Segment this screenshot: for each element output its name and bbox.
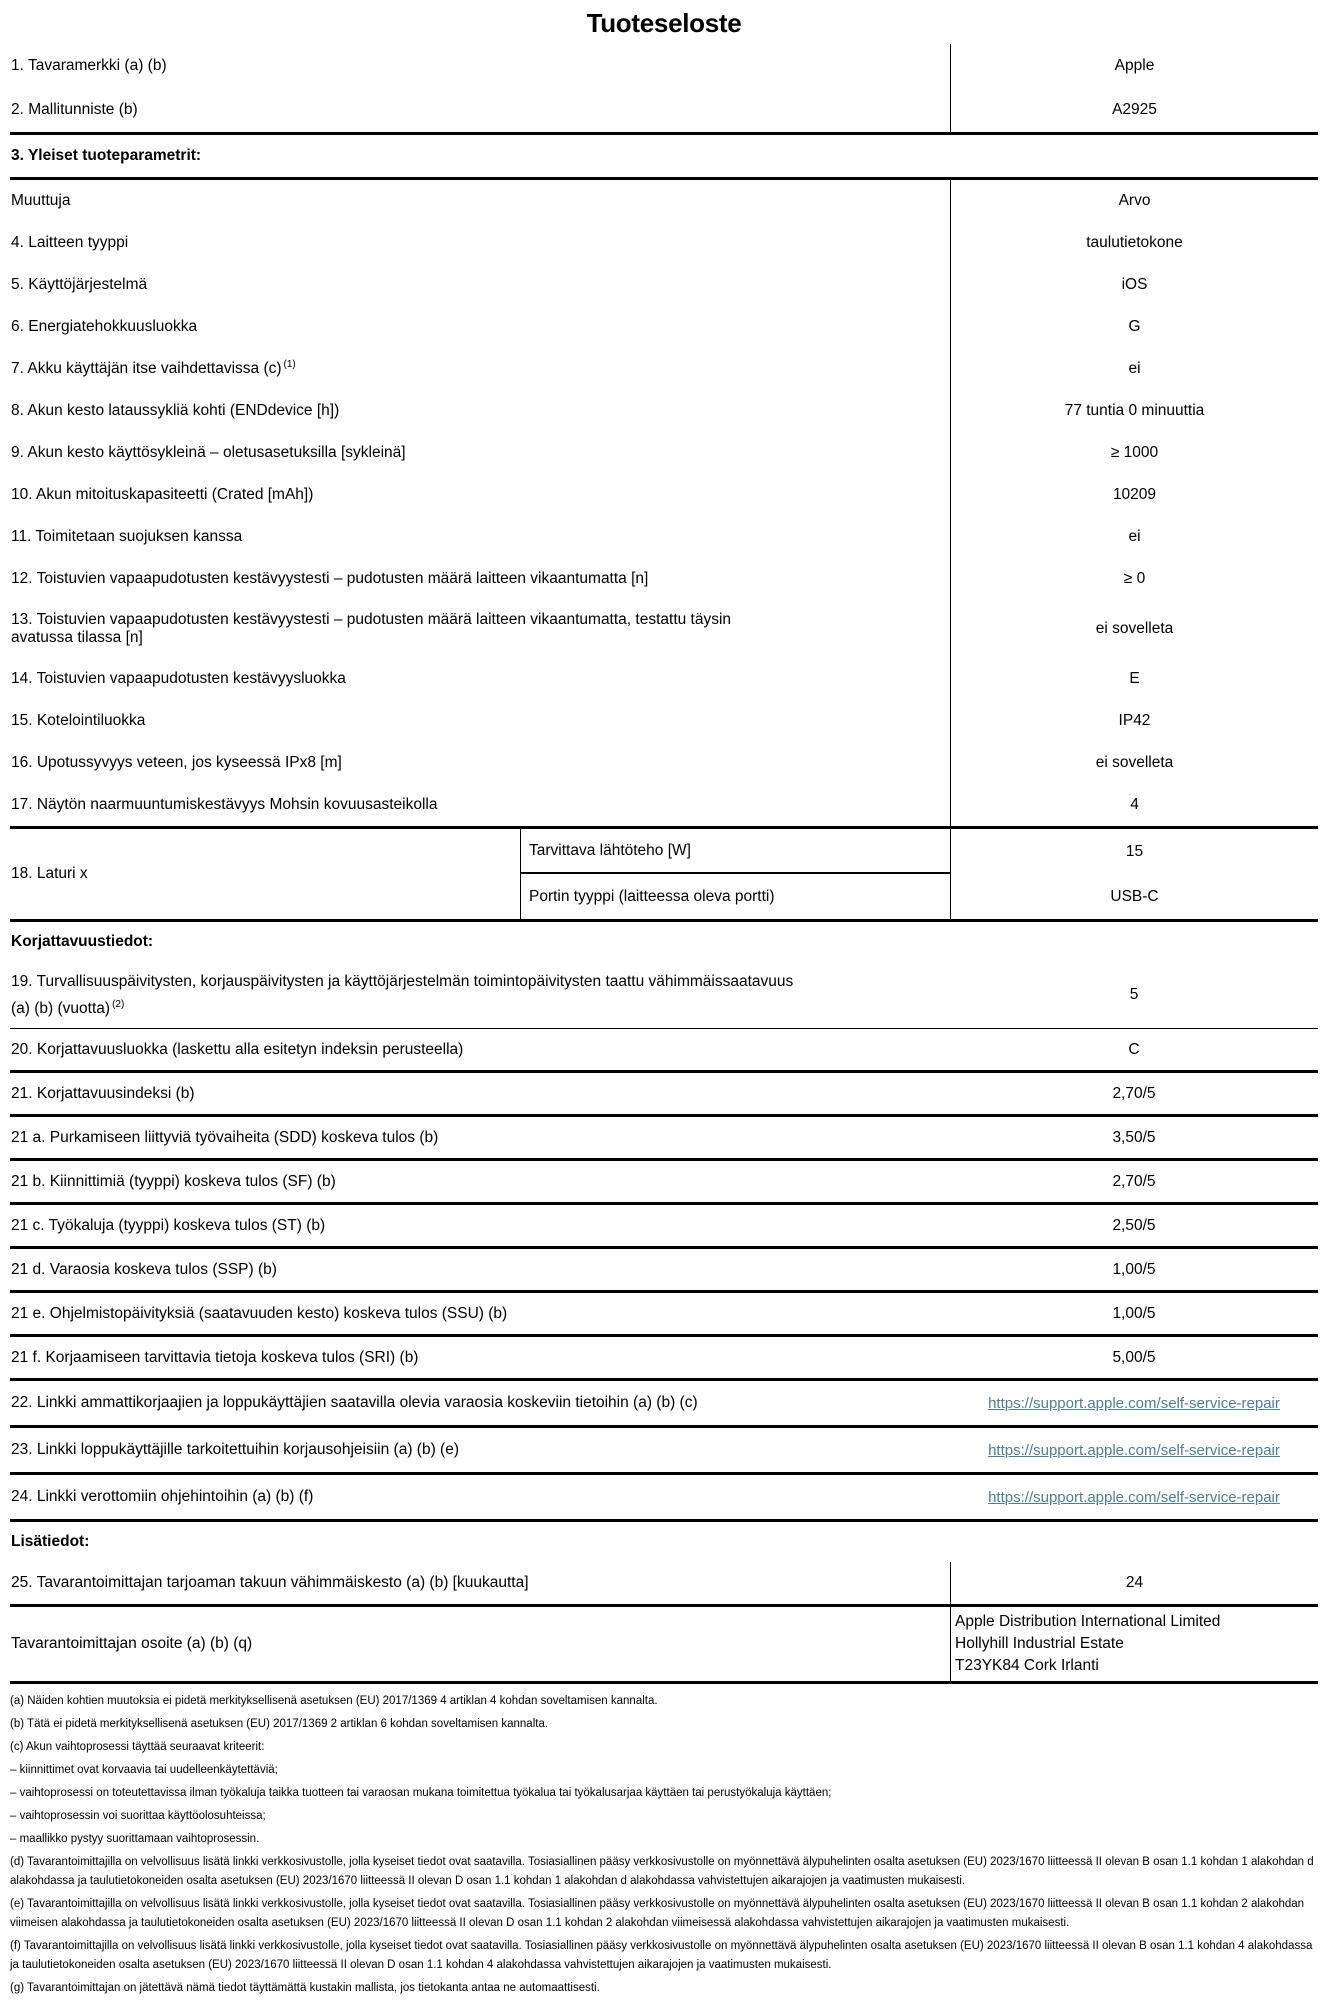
row-value: G — [950, 306, 1318, 348]
table-row — [10, 306, 1318, 348]
footnote: – vaihtoprosessin voi suorittaa käyttöolosuhteissa; — [10, 1810, 266, 1822]
page-title: Tuoteseloste — [586, 8, 742, 38]
row-value: ei — [950, 348, 1318, 390]
table-row — [10, 600, 1318, 658]
row-value: 5,00/5 — [1112, 1348, 1156, 1366]
charger-sub-value: 15 — [950, 829, 1318, 874]
table-row — [10, 742, 1318, 784]
address-line: Hollyhill Industrial Estate — [955, 1635, 1124, 1652]
footnote: (e) Tavarantoimittajilla on velvollisuus lisätä linkki verkkosivustolle, jolla kyseiset tiedot ovat saatavilla. Tosiasiallinen pääsy verkkosivustolle on myönnettävä älypuhelinten osalta asetuksen (EU) 2023/1670 liitteessä II olevan B osan 1.1 kohdan 2 alakohdan viimeisen alakohdassa ja taulutietokoneiden osalta asetuksen (EU) 2023/1670 liitteessä II olevan D osan 1.1 kohdan 2 alakohdan viimeisessä alakohdassa vahvistettujen aikarajojen ja vaatimusten mukaisesti. — [10, 1898, 1305, 1929]
table-row — [10, 700, 1318, 742]
footnote-ref-2: (2) — [112, 998, 125, 1010]
table-row — [10, 1161, 1318, 1205]
table-row — [10, 222, 1318, 264]
charger-sub-label: Tarvittava lähtöteho [W] — [520, 829, 950, 874]
section-heading-additional-info: Lisätiedot: — [11, 1533, 90, 1550]
row-label: 9. Akun kesto käyttösykleinä – oletusasetuksilla [sykleinä] — [11, 444, 406, 461]
row-label: 8. Akun kesto lataussykliä kohti (ENDdevice [h]) — [11, 402, 340, 419]
row-value — [950, 1475, 1318, 1519]
table-row — [10, 1117, 1318, 1161]
row-value: taulutietokone — [950, 222, 1318, 264]
table-row — [10, 558, 1318, 600]
row-label: 21. Korjattavuusindeksi (b) — [11, 1084, 195, 1102]
general-parameters-section — [10, 180, 1318, 829]
row-value: 1,00/5 — [1112, 1260, 1156, 1278]
row-label: 23. Linkki loppukäyttäjille tarkoitettuihin korjausohjeisiin (a) (b) (e) — [11, 1441, 459, 1458]
row-label: 12. Toistuvien vapaapudotusten kestävyystesti – pudotusten määrä laitteen vikaantumatta [n] — [11, 570, 649, 587]
section-heading-repairability: Korjattavuustiedot: — [11, 933, 154, 950]
table-row — [10, 264, 1318, 306]
row-value: 10209 — [950, 474, 1318, 516]
row-label: 21 a. Purkamiseen liittyviä työvaiheita (SDD) koskeva tulos (b) — [11, 1128, 439, 1146]
row-label: 11. Toimitetaan suojuksen kanssa — [11, 528, 243, 545]
supplier-address — [950, 1607, 1318, 1681]
row-label: 1. Tavaramerkki (a) (b) — [11, 57, 167, 74]
row-value: 3,50/5 — [1112, 1128, 1156, 1146]
row-label: 5. Käyttöjärjestelmä — [11, 276, 148, 293]
identification-section — [10, 44, 1318, 135]
table-row — [10, 1029, 1318, 1073]
row-label: 13. Toistuvien vapaapudotusten kestävyystesti – pudotusten määrä laitteen vikaantumatta, testattu täysin avatussa tilassa [n] — [11, 611, 732, 646]
table-row — [10, 1073, 1318, 1117]
row-label: 16. Upotussyvyys veteen, jos kyseessä IPx8 [m] — [11, 754, 342, 771]
row-label: 6. Energiatehokkuusluokka — [11, 318, 198, 335]
table-row — [10, 1249, 1318, 1293]
section-heading-general-parameters: 3. Yleiset tuoteparametrit: — [10, 135, 1318, 180]
row-label: 18. Laturi x — [11, 865, 88, 882]
table-row — [10, 474, 1318, 516]
footnote: (d) Tavarantoimittajilla on velvollisuus lisätä linkki verkkosivustolle, jolla kyseiset tiedot ovat saatavilla. Tosiasiallinen pääsy verkkosivustolle on myönnettävä älypuhelinten osalta asetuksen (EU) 2023/1670 liitteessä II olevan B osan 1.1 kohdan 1 alakohdan d alakohdassa ja taulutietokoneiden osalta asetuksen (EU) 2023/1670 liitteessä II olevan D osan 1.1 kohdan 1 alakohdan d alakohdassa vahvistettujen aikarajojen ja vaatimusten mukaisesti. — [10, 1856, 1314, 1887]
footnote: (g) Tavarantoimittajan on jätettävä nämä tiedot täyttämättä kustakin mallista, jos tietokanta antaa ne automaattisesti. — [10, 1982, 600, 1994]
footnote: – maallikko pystyy suorittamaan vaihtoprosessin. — [10, 1833, 260, 1845]
table-row — [10, 1381, 1318, 1428]
row-value: A2925 — [950, 88, 1318, 132]
column-header-value: Arvo — [950, 180, 1318, 222]
table-row — [10, 1562, 1318, 1607]
footnote: (a) Näiden kohtien muutoksia ei pidetä merkityksellisenä asetuksen (EU) 2017/1369 4 artiklan 4 kohdan soveltamisen kannalta. — [10, 1695, 658, 1707]
row-label: 19. Turvallisuuspäivitysten, korjauspäivitysten ja käyttöjärjestelmän toimintopäivitysten taattu vähimmäissaatavuus (a) (b) (vuotta) $^{(2)}$ — [11, 973, 794, 1017]
supplier-address-row — [10, 1607, 1318, 1684]
row-label: 10. Akun mitoituskapasiteetti (Crated [mAh]) — [11, 486, 314, 503]
row-label: 21 b. Kiinnittimiä (tyyppi) koskeva tulos (SF) (b) — [11, 1172, 336, 1190]
row-label: 2. Mallitunniste (b) — [11, 101, 138, 118]
footnote: (b) Tätä ei pidetä merkityksellisenä asetuksen (EU) 2017/1369 2 artiklan 6 kohdan soveltamisen kannalta. — [10, 1718, 549, 1730]
row-label: 21 e. Ohjelmistopäivityksiä (saatavuuden kesto) koskeva tulos (SSU) (b) — [11, 1304, 508, 1322]
footnote: (f) Tavarantoimittajilla on velvollisuus lisätä linkki verkkosivustolle, jolla kyseiset tiedot ovat saatavilla. Tosiasiallinen pääsy verkkosivustolle on myönnettävä älypuhelinten osalta asetuksen (EU) 2023/1670 liitteessä II olevan B osan 1.1 kohdan 4 alakohdassa ja taulutietokoneiden osalta asetuksen (EU) 2023/1670 liitteessä II olevan D osan 1.1 kohdan 4 alakohdassa vahvistettujen aikarajojen ja vaatimusten mukaisesti. — [10, 1940, 1313, 1971]
row-value: 1,00/5 — [1112, 1304, 1156, 1322]
row-value — [950, 1428, 1318, 1472]
footnote: – vaihtoprosessi on toteutettavissa ilman työkaluja taikka tuotteen tai varaosan mukana toimitettua työkalua tai työkalusarjaa käyttäen tai perustyökaluja käyttäen; — [10, 1787, 832, 1799]
row-label: 24. Linkki verottomiin ohjehintoihin (a) (b) (f) — [11, 1488, 314, 1505]
row-value: ei — [950, 516, 1318, 558]
row-label: 14. Toistuvien vapaapudotusten kestävyysluokka — [11, 670, 346, 687]
charger-sub-label: Portin tyyppi (laitteessa oleva portti) — [520, 874, 950, 919]
row-label: 20. Korjattavuusluokka (laskettu alla esitetyn indeksin perusteella) — [11, 1040, 464, 1058]
row-value: 77 tuntia 0 minuuttia — [950, 390, 1318, 432]
row-value: C — [1128, 1040, 1140, 1058]
row-label: 21 d. Varaosia koskeva tulos (SSP) (b) — [11, 1260, 277, 1278]
row-label: 25. Tavarantoimittajan tarjoaman takuun vähimmäiskesto (a) (b) [kuukautta] — [11, 1574, 529, 1591]
table-row — [10, 516, 1318, 558]
table-row — [10, 390, 1318, 432]
row-value: ≥ 1000 — [950, 432, 1318, 474]
row-value: E — [950, 658, 1318, 700]
table-row — [10, 962, 1318, 1029]
row-value — [950, 1381, 1318, 1425]
row-value: 4 — [950, 784, 1318, 826]
table-row — [10, 1337, 1318, 1381]
footnote: – kiinnittimet ovat korvaavia tai uudelleenkäytettäviä; — [10, 1764, 278, 1776]
row-value: ≥ 0 — [950, 558, 1318, 600]
row-value: 2,50/5 — [1112, 1216, 1156, 1234]
table-row — [10, 348, 1318, 390]
row-value: IP42 — [950, 700, 1318, 742]
table-row — [10, 1293, 1318, 1337]
address-line: Apple Distribution International Limited — [955, 1613, 1221, 1630]
row-label: Tavarantoimittajan osoite (a) (b) (q) — [11, 1635, 253, 1652]
table-row — [10, 44, 1318, 88]
table-row — [10, 658, 1318, 700]
row-value: 2,70/5 — [1112, 1172, 1156, 1190]
row-label: 21 f. Korjaamiseen tarvittavia tietoja koskeva tulos (SRI) (b) — [11, 1348, 419, 1366]
footnotes-section — [10, 1684, 1318, 1998]
row-label: 15. Kotelointiluokka — [11, 712, 146, 729]
row-value: ei sovelleta — [950, 742, 1318, 784]
row-value: iOS — [950, 264, 1318, 306]
column-header-variable: Muuttuja — [11, 192, 71, 209]
row-label: 17. Näytön naarmuuntumiskestävyys Mohsin kovuusasteikolla — [11, 796, 438, 813]
footnote-ref-1: (1) — [283, 358, 296, 370]
repair-instructions-link[interactable]: https://support.apple.com/self-service-repair — [988, 1441, 1280, 1459]
row-label: 4. Laitteen tyyppi — [11, 234, 129, 251]
table-row — [10, 1205, 1318, 1249]
charger-row — [10, 829, 1318, 922]
spare-parts-link[interactable]: https://support.apple.com/self-service-repair — [988, 1394, 1280, 1412]
table-row — [10, 432, 1318, 474]
row-value: 5 — [1129, 986, 1139, 1003]
charger-sub-value: USB-C — [950, 874, 1318, 919]
table-row — [10, 784, 1318, 826]
price-guide-link[interactable]: https://support.apple.com/self-service-repair — [988, 1488, 1280, 1506]
table-row — [10, 1475, 1318, 1522]
row-label: 21 c. Työkaluja (tyyppi) koskeva tulos (ST) (b) — [11, 1216, 326, 1234]
row-label: 7. Akku käyttäjän itse vaihdettavissa (c) $^{(1)}$ — [11, 358, 296, 377]
row-value: Apple — [950, 44, 1318, 88]
footnote: (c) Akun vaihtoprosessi täyttää seuraavat kriteerit: — [10, 1741, 265, 1753]
table-row — [10, 1428, 1318, 1475]
row-label: 22. Linkki ammattikorjaajien ja loppukäyttäjien saatavilla olevia varaosia koskeviin tietoihin (a) (b) (c) — [11, 1394, 698, 1411]
row-value: 24 — [950, 1562, 1318, 1604]
address-line: T23YK84 Cork Irlanti — [955, 1657, 1099, 1674]
row-value: ei sovelleta — [950, 600, 1318, 658]
table-row — [10, 88, 1318, 132]
table-header-row — [10, 180, 1318, 222]
row-value: 2,70/5 — [1112, 1084, 1156, 1102]
